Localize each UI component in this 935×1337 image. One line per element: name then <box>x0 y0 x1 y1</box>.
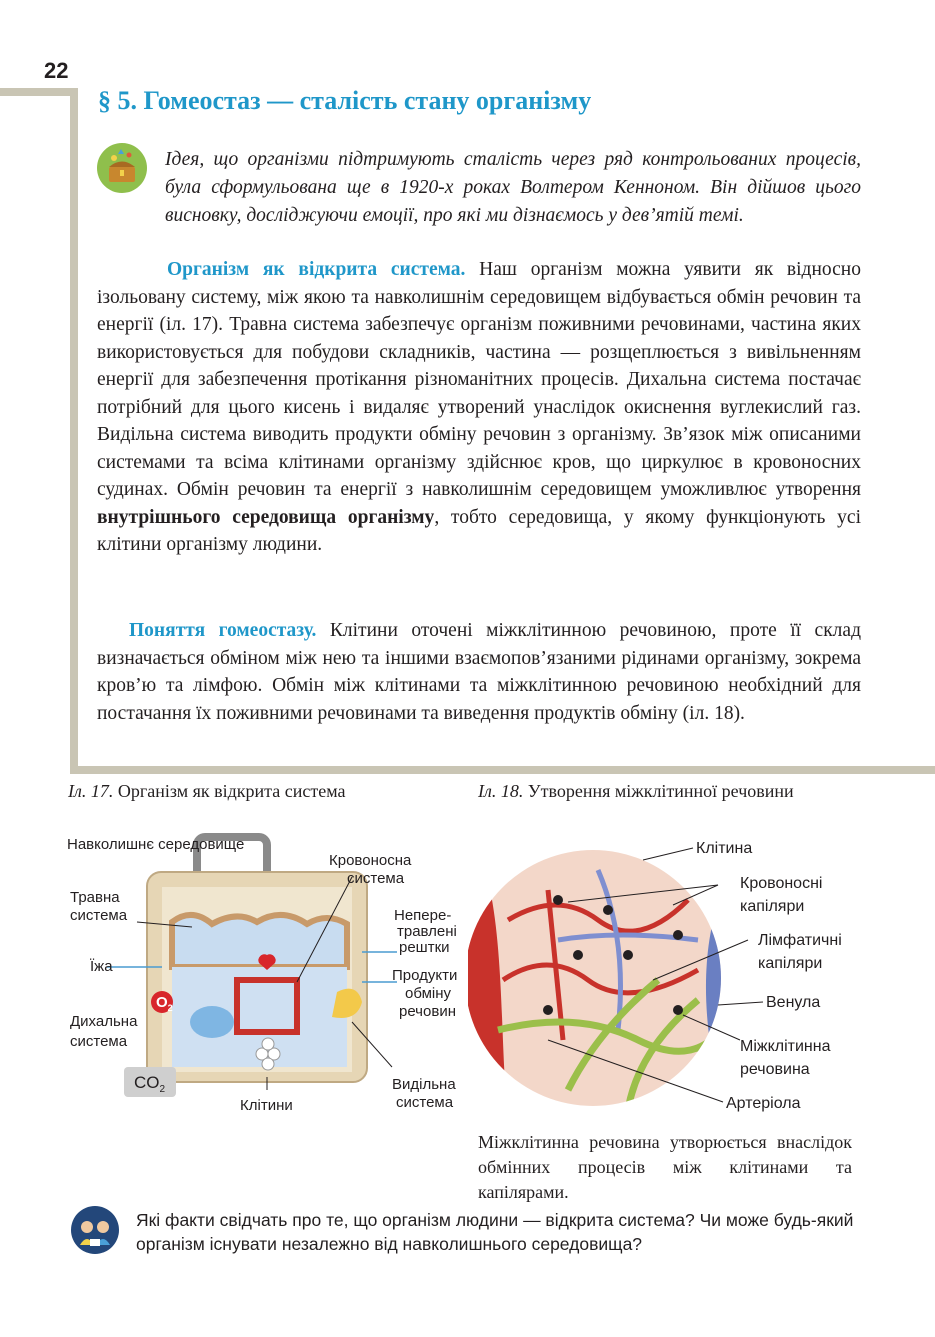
label-lymph-capillaries: Лімфатичні <box>758 932 842 949</box>
lungs <box>190 1006 234 1038</box>
label-circulatory: Кровоносна <box>329 852 412 869</box>
label-undigested: травлені <box>397 923 457 940</box>
label-venule: Венула <box>766 994 821 1011</box>
figure-18-caption <box>478 780 838 803</box>
label-lymph-capillaries: капіляри <box>758 955 823 972</box>
figure-18-interstitial-fluid <box>468 830 868 1120</box>
paragraph-homeostasis <box>97 617 861 727</box>
paragraph-open-system <box>97 256 861 559</box>
label-undigested: Непере- <box>394 907 452 924</box>
idea-chest-icon <box>96 142 148 194</box>
label-undigested: рештки <box>399 939 450 956</box>
label-circulatory: система <box>347 870 405 887</box>
caption-text: Організм як відкрита система <box>113 781 346 801</box>
label-products: обміну <box>405 985 452 1002</box>
label-blood-capillaries: Кровоносні <box>740 875 823 892</box>
page-frame-top <box>0 88 78 96</box>
label-digestive: Травна <box>70 889 120 906</box>
review-question: Які факти свідчать про те, що організм людини — відкрита система? Чи може будь-який організм існувати незалежно від навколишнього середовища? <box>136 1210 854 1254</box>
label-digestive: система <box>70 907 128 924</box>
label-excretory: система <box>396 1094 454 1111</box>
label-interstitial-substance: Міжклітинна <box>740 1038 831 1055</box>
figure-18-description: Міжклітинна речовина утворюється внаслідок обмінних процесів між клітинами та капілярами. <box>478 1132 852 1202</box>
label-co2: $CO_2$ <box>134 1073 166 1095</box>
label-products: Продукти <box>392 967 458 984</box>
page-number: 22 <box>44 58 69 83</box>
label-products: речовин <box>399 1003 456 1020</box>
paragraph-text: Клітини оточені міжклітинною речовиною, проте її склад визначається обміном між нею та іншими взаємопов’язаними рідинами організму, зокрема кров’ю та лімфою. Обмін між клітинами та міжклітинною речовиною необхідний для постачання їх поживними речовинами та виведення продуктів обміну (іл. 18). <box>97 620 861 724</box>
label-respiratory: система <box>70 1033 128 1050</box>
label-cell: Клітина <box>696 840 753 857</box>
label-blood-capillaries: капіляри <box>740 898 805 915</box>
question-students-icon <box>70 1205 120 1255</box>
label-environment: Навколишнє середовище <box>67 836 245 853</box>
paragraph-text: , тобто середовища, у якому функціонують усі клітини організму людини. <box>97 506 861 555</box>
figure-17-caption <box>68 780 345 803</box>
intro-text: Ідея, що організми підтримують сталість через ряд контрольованих процесів, була сформульована ще в 1920-х роках Волтером Кенноном. Він дійшов цього висновку, досліджуючи емоції, про які ми дізнаємось у дев’ятій темі. <box>165 149 861 226</box>
page-frame-left <box>70 88 78 772</box>
label-arteriole: Артеріола <box>726 1095 801 1112</box>
bold-term: внутрішнього середовища організму <box>97 506 435 528</box>
caption-text: Утворення міжклітинної речовини <box>523 781 794 801</box>
label-excretory: Видільна <box>392 1076 456 1093</box>
paragraph-heading: Організм як відкрита система. <box>167 259 466 280</box>
label-food: Їжа <box>90 958 113 975</box>
figure-17-open-system <box>62 832 482 1122</box>
paragraph-heading: Поняття гомеостазу. <box>129 620 317 641</box>
page-frame-bottom <box>70 766 935 774</box>
label-o2: $O_2$ <box>156 994 173 1013</box>
label-cells: Клітини <box>240 1097 293 1114</box>
caption-number: Іл. 18. <box>478 781 524 801</box>
label-interstitial-substance: речовина <box>740 1061 810 1078</box>
paragraph-text: Наш організм можна уявити як відносно ізольовану систему, між якою та навколишнім середовищем відбувається обмін речовин та енергії (іл. 17). Травна система забезпечує організм поживними речовинами, частина яких використовується для побудови складників, частина — розщеплюється з вивільненням енергії для забезпечення протікання різноманітних процесів. Дихальна система постачає потрібний для цього кисень і видаляє утворений унаслідок окиснення вуглекислий газ. Видільна система виводить продукти обміну речовин з організму. Зв’язок між описаними системами та всіма клітинами організму здійснює кров, що циркулює в кровоносних судинах. Обмін речовин та енергії з навколишнім середовищем уможливлює утворення <box>97 259 861 500</box>
caption-number: Іл. 17. <box>68 781 114 801</box>
label-respiratory: Дихальна <box>70 1013 138 1030</box>
section-title: § 5. Гомеостаз — сталість стану організму <box>98 86 592 115</box>
